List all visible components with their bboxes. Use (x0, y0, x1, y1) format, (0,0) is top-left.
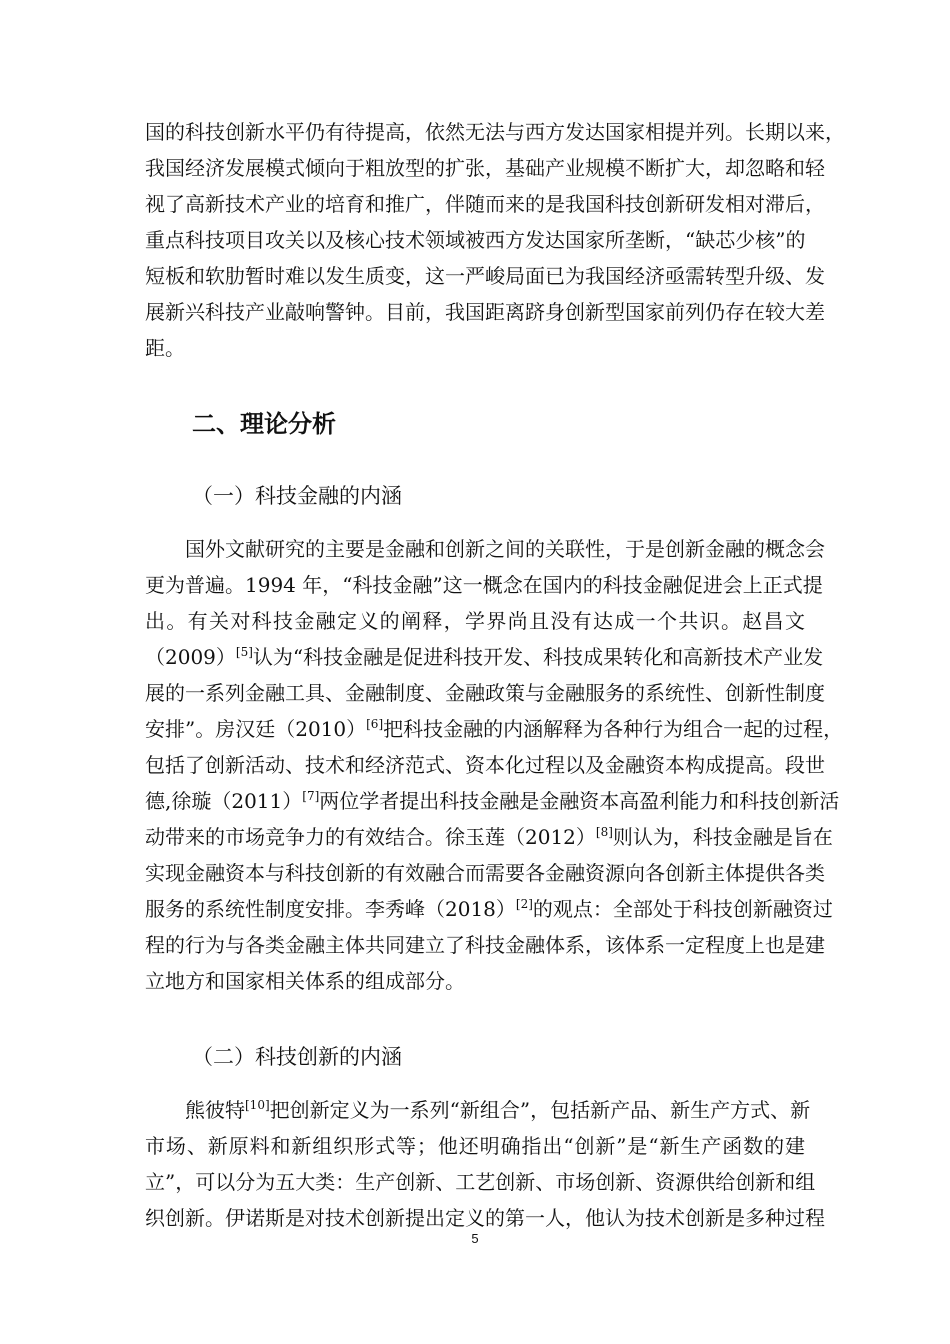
intro-line-1: 国的科技创新水平仍有待提高，依然无法与西方发达国家相提并列。长期以来， (145, 120, 845, 144)
citation-author-year: （2009） (145, 645, 236, 669)
text-run: 认为“科技金融是促进科技开发、科技成果转化和高新技术产业发 (252, 645, 824, 669)
text-run: 安排”。房汉廷（2010） (145, 717, 367, 741)
section-heading: 二、理论分析 (192, 410, 336, 438)
text-run: 服务的系统性制度安排。李秀峰（2018） (145, 897, 516, 921)
paragraph-line (145, 717, 844, 741)
intro-line-5: 短板和软肋暂时难以发生质变，这一严峻局面已为我国经济亟需转型升级、发 (145, 264, 825, 288)
paragraph-line: 立”，可以分为五大类：生产创新、工艺创新、市场创新、资源供给创新和组 (145, 1170, 816, 1194)
reference-marker: [6] (366, 717, 384, 731)
paragraph-line: 包括了创新活动、技术和经济范式、资本化过程以及金融资本构成提高。段世 (145, 753, 825, 777)
paragraph-line: 出。有关对科技金融定义的阐释，学界尚且没有达成一个共识。赵昌文 (145, 609, 805, 633)
reference-marker: [8] (595, 825, 613, 839)
intro-line-6: 展新兴科技产业敲响警钟。目前，我国距离跻身创新型国家前列仍存在较大差 (145, 300, 825, 324)
reference-marker: [7] (302, 789, 320, 803)
paragraph-line: 国外文献研究的主要是金融和创新之间的关联性，于是创新金融的概念会 (185, 537, 825, 561)
paragraph-line: 织创新。伊诺斯是对技术创新提出定义的第一人，他认为技术创新是多种过程 (145, 1206, 825, 1230)
text-run: 德,徐璇（2011） (145, 789, 303, 813)
paragraph-line (145, 897, 833, 921)
intro-line-4: 重点科技项目攻关以及核心技术领域被西方发达国家所垄断，“缺芯少核”的 (145, 228, 806, 252)
text-run: 熊彼特 (185, 1098, 245, 1122)
intro-line-3: 视了高新技术产业的培育和推广，伴随而来的是我国科技创新研发相对滞后， (145, 192, 825, 216)
intro-line-7: 距。 (145, 336, 185, 360)
text-run: 的观点：全部处于科技创新融资过 (532, 897, 833, 921)
paragraph-line (145, 825, 833, 849)
paragraph-line: 展的一系列金融工具、金融制度、金融政策与金融服务的系统性、创新性制度 (145, 681, 825, 705)
reference-marker: [10] (245, 1098, 270, 1112)
paragraph-line (145, 789, 840, 813)
paragraph-line (145, 645, 824, 669)
reference-marker: [2] (515, 897, 533, 911)
text-run: 动带来的市场竞争力的有效结合。徐玉莲（2012） (145, 825, 596, 849)
text-run: 把创新定义为一系列“新组合”，包括新产品、新生产方式、新 (269, 1098, 811, 1122)
subsection-heading-2: （二）科技创新的内涵 (192, 1045, 402, 1069)
paragraph-line: 市场、新原料和新组织形式等；他还明确指出“创新”是“新生产函数的建 (145, 1134, 805, 1158)
paragraph-line: 实现金融资本与科技创新的有效融合而需要各金融资源向各创新主体提供各类 (145, 861, 825, 885)
reference-marker: [5] (235, 645, 253, 659)
paragraph-line: 程的行为与各类金融主体共同建立了科技金融体系，该体系一定程度上也是建 (145, 933, 825, 957)
page-number: 5 (471, 1231, 479, 1246)
text-run: 则认为，科技金融是旨在 (612, 825, 833, 849)
paragraph-line: 更为普遍。1994 年，“科技金融”这一概念在国内的科技金融促进会上正式提 (145, 573, 823, 597)
paragraph-line (185, 1098, 811, 1122)
intro-line-2: 我国经济发展模式倾向于粗放型的扩张，基础产业规模不断扩大，却忽略和轻 (145, 156, 825, 180)
text-run: 两位学者提出科技金融是金融资本高盈利能力和科技创新活 (319, 789, 840, 813)
subsection-heading-1: （一）科技金融的内涵 (192, 484, 402, 508)
paragraph-line: 立地方和国家相关体系的组成部分。 (145, 969, 465, 993)
text-run: 把科技金融的内涵解释为各种行为组合一起的过程， (383, 717, 844, 741)
